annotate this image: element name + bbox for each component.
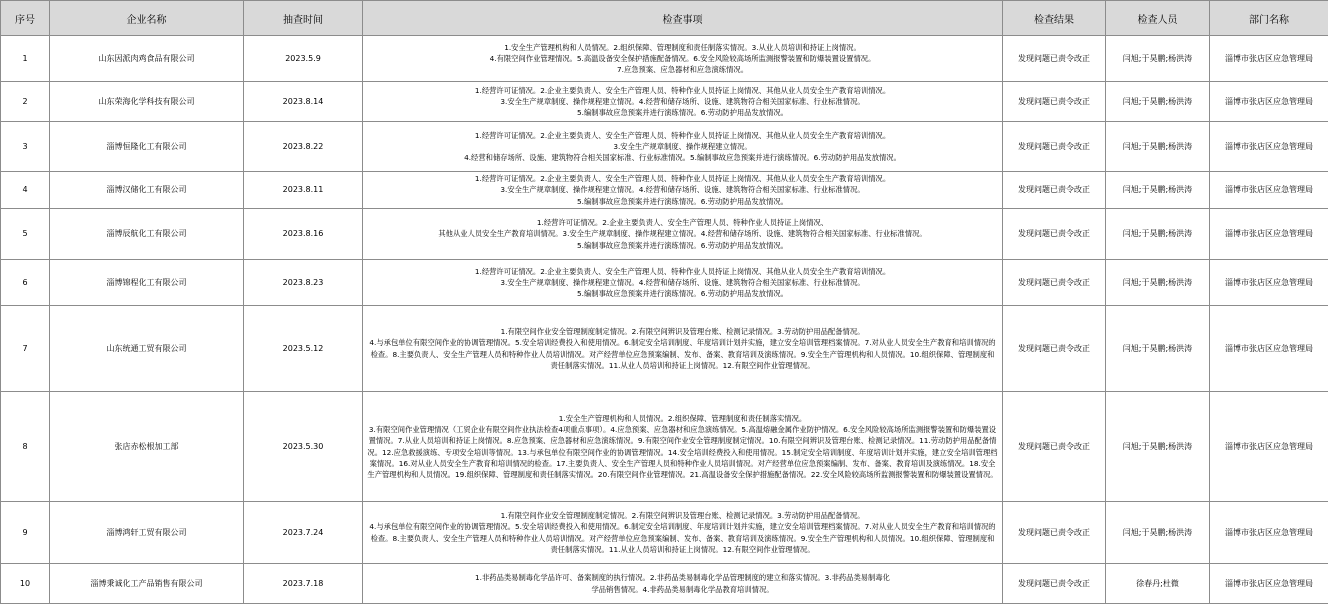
cell-no: 4 <box>1 172 50 209</box>
cell-result: 发现问题已责令改正 <box>1003 502 1106 564</box>
table-row <box>1 260 1328 306</box>
cell-no: 6 <box>1 260 50 306</box>
cell-dept: 淄博市张店区应急管理局 <box>1210 122 1328 172</box>
table-row <box>1 82 1328 122</box>
cell-dept: 淄博市张店区应急管理局 <box>1210 36 1328 82</box>
table-row <box>1 564 1328 604</box>
cell-no: 10 <box>1 564 50 604</box>
cell-date: 2023.7.18 <box>244 564 363 604</box>
table-row <box>1 392 1328 502</box>
cell-dept: 淄博市张店区应急管理局 <box>1210 82 1328 122</box>
cell-items: 1.安全生产管理机构和人员情况。2.组织保障、管理制度和责任制落实情况。 3.有限空间作业管理情况（工贸企业有限空间作业执法检查4项重点事项）。4.应急预案、应急器材和应急演练情况。5.高温熔融金属作业防护情况。6.安全风险较高场所监测报警装置和防爆装置设置情况。7.从业人员培训和持证上岗情况。8.应急预案、应急器材和应急演练情况。9.有限空间作业安全管理制度制定情况。10.有限空间辨识及管理台账、检测记录情况。11.劳动防护用品配备情况。12.应急救援演练、专项安全培训等情况。13.与承包单位有限空间作业的协调管理情况。14.安全培训经费投入和使用情况。15.制定安全培训制度、年度培训计划并实施，建立安全培训管理档案情况。16.对从业人员安全生产教育和培训情况的检查。17.主要负责人、安全生产管理人员和特种作业人员培训情况。对产经营单位应急预案编制、发布、备案、教育培训及演练情况。18.安全生产管理机构和人员情况。19.组织保障、管理制度和责任制落实情况。20.有限空间作业管理情况。21.高温设备安全保护措施配备情况。22.安全风险较高场所监测报警装置和防爆装置设置情况。 <box>363 392 1003 502</box>
cell-items: 1.有限空间作业安全管理制度制定情况。2.有限空间辨识及管理台账、检测记录情况。3.劳动防护用品配备情况。 4.与承包单位有限空间作业的协调管理情况。5.安全培训经费投入和使用情况。6.制定安全培训制度、年度培训计划并实施，建立安全培训管理档案情况。7.对从业人员安全生产教育和培训情况的检查。8.主要负责人、安全生产管理人员和特种作业人员培训情况。对产经营单位应急预案编制、发布、备案、教育培训及演练情况。9.安全生产管理机构和人员情况。10.组织保障、管理制度和责任制落实情况。11.从业人员培训和持证上岗情况。12.有限空间作业管理情况。 <box>363 502 1003 564</box>
cell-dept: 淄博市张店区应急管理局 <box>1210 392 1328 502</box>
cell-date: 2023.8.11 <box>244 172 363 209</box>
cell-result: 发现问题已责令改正 <box>1003 564 1106 604</box>
cell-dept: 淄博市张店区应急管理局 <box>1210 172 1328 209</box>
cell-date: 2023.8.16 <box>244 209 363 260</box>
cell-date: 2023.8.23 <box>244 260 363 306</box>
cell-company: 淄博汉储化工有限公司 <box>50 172 244 209</box>
header-inspectors: 检查人员 <box>1106 1 1210 36</box>
cell-company: 淄博鸿轩工贸有限公司 <box>50 502 244 564</box>
table-row <box>1 36 1328 82</box>
cell-company: 山东因派肉鸡食品有限公司 <box>50 36 244 82</box>
cell-items: 1.安全生产管理机构和人员情况。2.组织保障、管理制度和责任制落实情况。3.从业人员培训和持证上岗情况。 4.有限空间作业管理情况。5.高温设备安全保护措施配备情况。6.安全风险较高场所监测报警装置和防爆装置设置情况。 7.应急预案、应急器材和应急演练情况。 <box>363 36 1003 82</box>
header-no: 序号 <box>1 1 50 36</box>
header-dept: 部门名称 <box>1210 1 1328 36</box>
cell-inspectors: 闫旭;于昊鹏;杨洪涛 <box>1106 392 1210 502</box>
cell-no: 8 <box>1 392 50 502</box>
table-row <box>1 306 1328 392</box>
cell-items: 1.非药品类易制毒化学品许可、备案制度的执行情况。2.非药品类易制毒化学品管理制度的建立和落实情况。3.非药品类易制毒化 学品销售情况。4.非药品类易制毒化学品教育培训情况。 <box>363 564 1003 604</box>
cell-date: 2023.5.30 <box>244 392 363 502</box>
cell-date: 2023.8.22 <box>244 122 363 172</box>
header-company: 企业名称 <box>50 1 244 36</box>
cell-no: 1 <box>1 36 50 82</box>
cell-dept: 淄博市张店区应急管理局 <box>1210 564 1328 604</box>
cell-no: 3 <box>1 122 50 172</box>
cell-inspectors: 闫旭;于昊鹏;杨洪涛 <box>1106 260 1210 306</box>
cell-dept: 淄博市张店区应急管理局 <box>1210 306 1328 392</box>
cell-result: 发现问题已责令改正 <box>1003 306 1106 392</box>
table-row <box>1 172 1328 209</box>
header-row <box>1 1 1328 36</box>
cell-company: 淄博锦程化工有限公司 <box>50 260 244 306</box>
cell-date: 2023.5.12 <box>244 306 363 392</box>
cell-date: 2023.8.14 <box>244 82 363 122</box>
cell-inspectors: 闫旭;于昊鹏;杨洪涛 <box>1106 502 1210 564</box>
cell-company: 淄博恒隆化工有限公司 <box>50 122 244 172</box>
cell-no: 5 <box>1 209 50 260</box>
cell-items: 1.有限空间作业安全管理制度制定情况。2.有限空间辨识及管理台账、检测记录情况。3.劳动防护用品配备情况。 4.与承包单位有限空间作业的协调管理情况。5.安全培训经费投入和使用情况。6.制定安全培训制度、年度培训计划并实施，建立安全培训管理档案情况。7.对从业人员安全生产教育和培训情况的检查。8.主要负责人、安全生产管理人员和特种作业人员培训情况。对产经营单位应急预案编制、发布、备案、教育培训及演练情况。9.安全生产管理机构和人员情况。10.组织保障、管理制度和责任制落实情况。11.从业人员培训和持证上岗情况。12.有限空间作业管理情况。 <box>363 306 1003 392</box>
table-row <box>1 122 1328 172</box>
cell-inspectors: 闫旭;于昊鹏;杨洪涛 <box>1106 172 1210 209</box>
cell-result: 发现问题已责令改正 <box>1003 392 1106 502</box>
header-date: 抽查时间 <box>244 1 363 36</box>
cell-result: 发现问题已责令改正 <box>1003 172 1106 209</box>
cell-date: 2023.5.9 <box>244 36 363 82</box>
cell-result: 发现问题已责令改正 <box>1003 209 1106 260</box>
cell-inspectors: 闫旭;于昊鹏;杨洪涛 <box>1106 209 1210 260</box>
cell-company: 山东统通工贸有限公司 <box>50 306 244 392</box>
table-row <box>1 502 1328 564</box>
cell-no: 2 <box>1 82 50 122</box>
cell-result: 发现问题已责令改正 <box>1003 82 1106 122</box>
cell-dept: 淄博市张店区应急管理局 <box>1210 209 1328 260</box>
cell-inspectors: 闫旭;于昊鹏;杨洪涛 <box>1106 122 1210 172</box>
cell-items: 1.经营许可证情况。2.企业主要负责人、安全生产管理人员、特种作业人员持证上岗情况、其他从业人员安全生产教育培训情况。 3.安全生产规章制度、操作规程建立情况。4.经营和储存场所、设施、建筑物符合相关国家标准、行业标准情况。 5.编制事故应急预案并进行演练情况。6.劳动防护用品发放情况。 <box>363 82 1003 122</box>
cell-company: 山东荣海化学科技有限公司 <box>50 82 244 122</box>
cell-inspectors: 闫旭;于昊鹏;杨洪涛 <box>1106 306 1210 392</box>
cell-inspectors: 徐春丹;杜微 <box>1106 564 1210 604</box>
cell-items: 1.经营许可证情况。2.企业主要负责人、安全生产管理人员、特种作业人员持证上岗情况、其他从业人员安全生产教育培训情况。 3.安全生产规章制度、操作规程建立情况。 4.经营和储存场所、设施、建筑物符合相关国家标准、行业标准情况。5.编制事故应急预案并进行演练情况。6.劳动防护用品发放情况。 <box>363 122 1003 172</box>
cell-dept: 淄博市张店区应急管理局 <box>1210 260 1328 306</box>
cell-inspectors: 闫旭;于昊鹏;杨洪涛 <box>1106 36 1210 82</box>
cell-company: 淄博辰航化工有限公司 <box>50 209 244 260</box>
cell-result: 发现问题已责令改正 <box>1003 260 1106 306</box>
cell-items: 1.经营许可证情况。2.企业主要负责人、安全生产管理人员、特种作业人员持证上岗情况、其他从业人员安全生产教育培训情况。 3.安全生产规章制度、操作规程建立情况。4.经营和储存场所、设施、建筑物符合相关国家标准、行业标准情况。 5.编制事故应急预案并进行演练情况。6.劳动防护用品发放情况。 <box>363 172 1003 209</box>
cell-result: 发现问题已责令改正 <box>1003 122 1106 172</box>
header-items: 检查事项 <box>363 1 1003 36</box>
table-row <box>1 209 1328 260</box>
cell-no: 7 <box>1 306 50 392</box>
cell-company: 张店赤松根加工部 <box>50 392 244 502</box>
cell-inspectors: 闫旭;于昊鹏;杨洪涛 <box>1106 82 1210 122</box>
cell-result: 发现问题已责令改正 <box>1003 36 1106 82</box>
cell-items: 1.经营许可证情况。2.企业主要负责人、安全生产管理人员、特种作业人员持证上岗情况、其他从业人员安全生产教育培训情况。 3.安全生产规章制度、操作规程建立情况。4.经营和储存场所、设施、建筑物符合相关国家标准、行业标准情况。 5.编制事故应急预案并进行演练情况。6.劳动防护用品发放情况。 <box>363 260 1003 306</box>
cell-dept: 淄博市张店区应急管理局 <box>1210 502 1328 564</box>
cell-no: 9 <box>1 502 50 564</box>
cell-items: 1.经营许可证情况。2.企业主要负责人、安全生产管理人员、特种作业人员持证上岗情况、 其他从业人员安全生产教育培训情况。3.安全生产规章制度、操作规程建立情况。4.经营和储存场所、设施、建筑物符合相关国家标准、行业标准情况。 5.编制事故应急预案并进行演练情况。6.劳动防护用品发放情况。 <box>363 209 1003 260</box>
cell-date: 2023.7.24 <box>244 502 363 564</box>
cell-company: 淄博秉诚化工产品销售有限公司 <box>50 564 244 604</box>
header-result: 检查结果 <box>1003 1 1106 36</box>
